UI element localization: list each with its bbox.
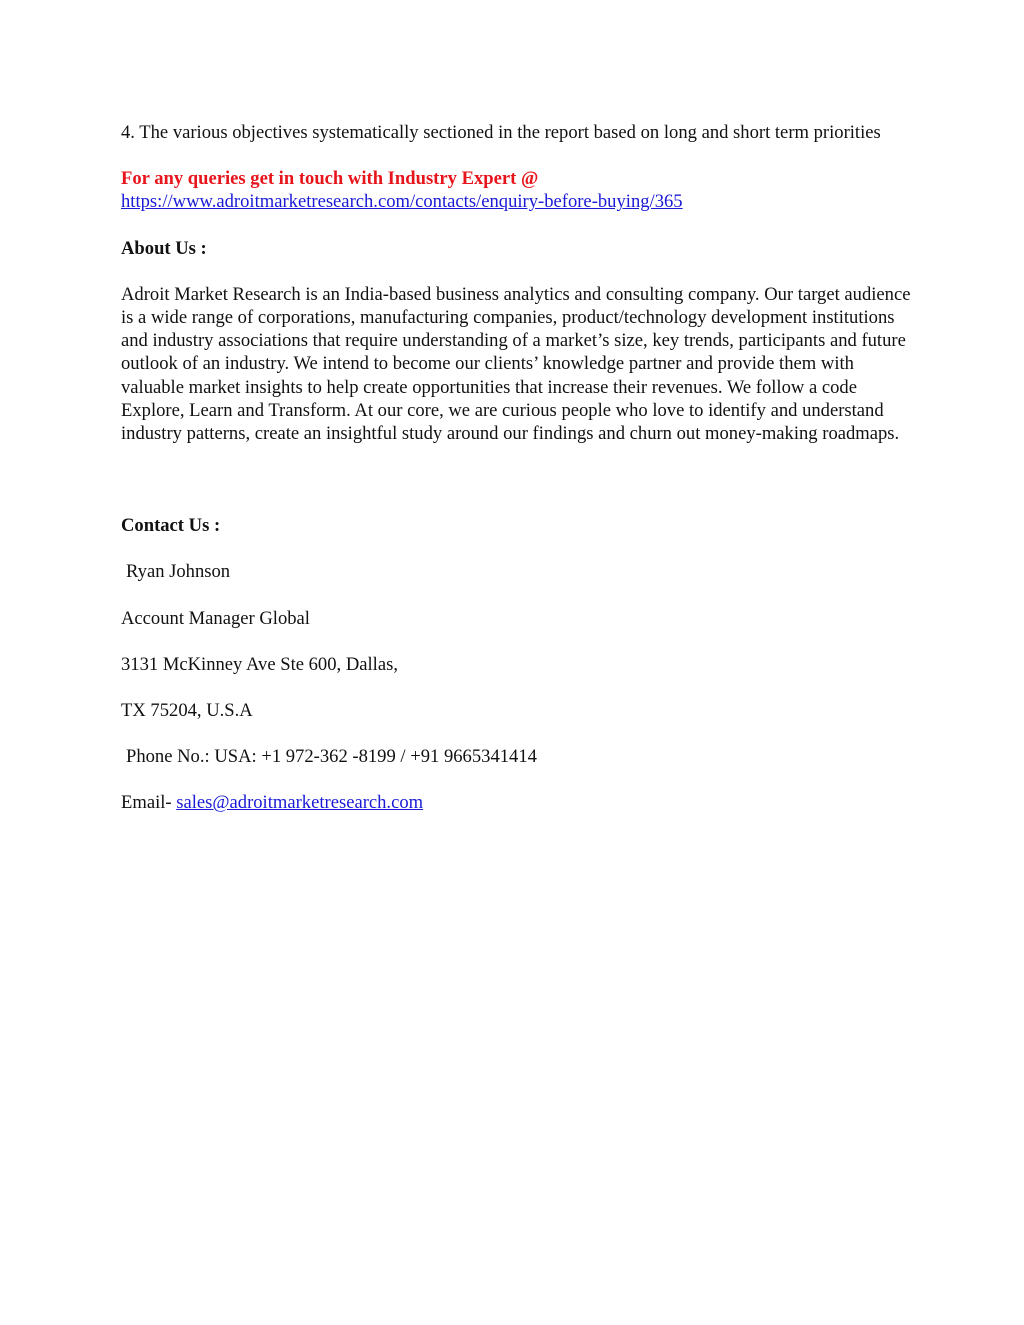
document-page: [121, 121, 911, 815]
enquiry-link[interactable]: https://www.adroitmarketresearch.com/contacts/enquiry-before-buying/365: [121, 191, 683, 213]
about-heading: About Us :: [121, 237, 207, 259]
about-paragraph: Adroit Market Research is an India-based business analytics and consulting company. Our target audience is a wide range of corporations, manufacturing companies, product/technology development institutions and industry associations that require understanding of a market’s size, key trends, participants and future outlook of an industry. We intend to become our clients’ knowledge partner and provide them with valuable market insights to help create opportunities that increase their revenues. We follow a code Explore, Learn and Transform. At our core, we are curious people who love to identify and understand industry patterns, create an insightful study around our findings and churn out money-making roadmaps.: [121, 283, 911, 445]
objective-paragraph: 4. The various objectives systematically sectioned in the report based on long and short term priorities: [121, 122, 881, 143]
contact-email-line: [121, 791, 911, 814]
email-label: Email-: [121, 792, 177, 814]
queries-label: For any queries get in touch with Industry Expert @: [121, 168, 539, 190]
contact-name: Ryan Johnson: [126, 561, 231, 583]
contact-address-line2: TX 75204, U.S.A: [121, 700, 253, 722]
queries-block: [121, 167, 911, 213]
contact-title: Account Manager Global: [121, 607, 310, 629]
email-link[interactable]: sales@adroitmarketresearch.com: [176, 792, 424, 814]
contact-heading: Contact Us :: [121, 515, 221, 537]
contact-address-line1: 3131 McKinney Ave Ste 600, Dallas,: [121, 653, 398, 675]
contact-phone: Phone No.: USA: +1 972-362 -8199 / +91 9665341414: [126, 746, 537, 768]
